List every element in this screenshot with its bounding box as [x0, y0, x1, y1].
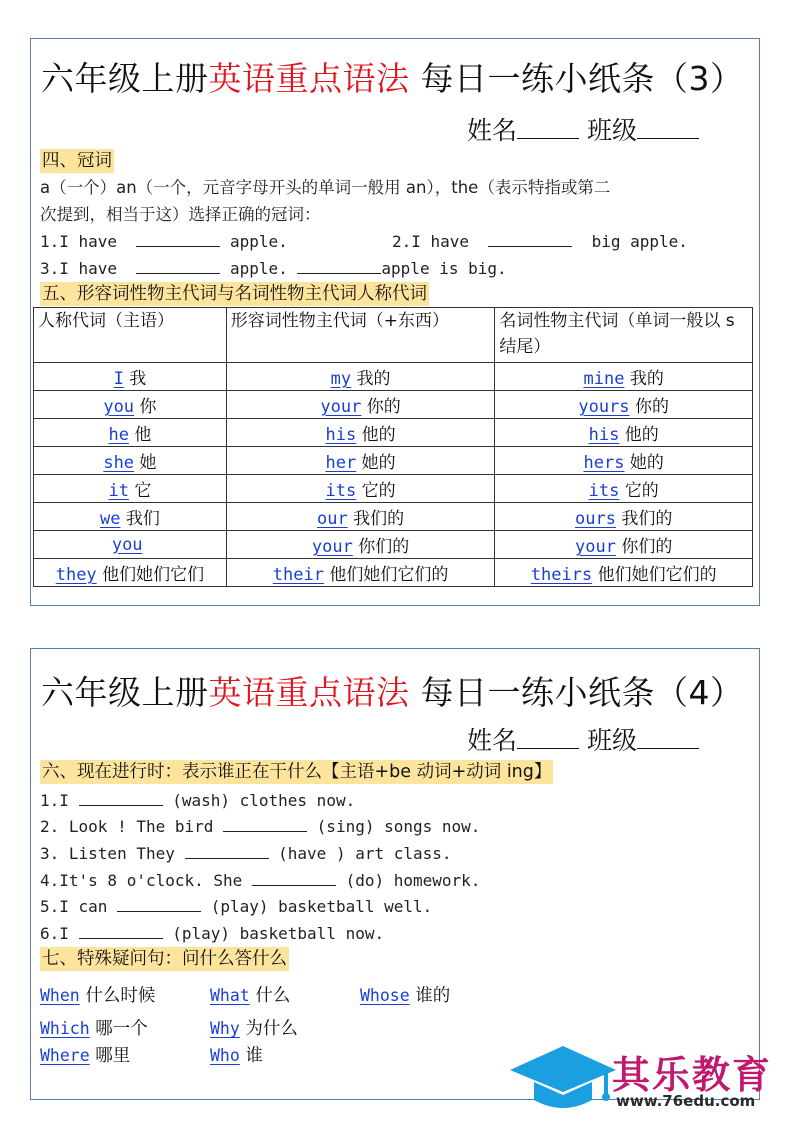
article-question-1 [40, 230, 288, 253]
watermark-logo [508, 1040, 793, 1115]
pronoun-english: we [99, 509, 121, 529]
question-word-chinese: 哪一个 [95, 1019, 148, 1039]
page-title [41, 667, 744, 714]
title-highlight: 英语重点语法 [208, 59, 410, 98]
pronoun-chinese: 我们的 [353, 509, 405, 529]
table-cell [495, 475, 753, 503]
graduation-cap-icon [508, 1040, 618, 1115]
answer-blank[interactable] [79, 922, 163, 939]
table-row [34, 363, 753, 391]
pronoun-english: its [588, 481, 620, 501]
question-suffix: (play) basketball now. [172, 924, 385, 943]
pronoun-chinese: 他们她们它们 [102, 565, 205, 585]
pronoun-english: my [330, 369, 352, 389]
question-word-chinese: 哪里 [95, 1046, 131, 1066]
pronoun-chinese: 她的 [629, 453, 664, 473]
class-blank[interactable] [637, 726, 699, 749]
pronoun-chinese: 它 [134, 481, 152, 501]
pronoun-english: your [311, 537, 353, 557]
pronoun-chinese: 他们她们它们的 [597, 565, 717, 585]
question-suffix: (do) homework. [345, 871, 481, 890]
table-row [34, 503, 753, 531]
question-word-chinese: 什么时候 [85, 986, 156, 1006]
title-suffix: 每日一练小纸条（3） [409, 59, 744, 98]
question-word-english: Where [40, 1046, 90, 1065]
question-prefix: 3. Listen They [40, 844, 175, 863]
question-word-english: Whose [360, 986, 410, 1005]
pronoun-english: mine [583, 369, 625, 389]
fill-blank-question [40, 815, 480, 838]
pronoun-chinese: 我们的 [621, 509, 673, 529]
pronoun-chinese: 她 [139, 453, 157, 473]
title-highlight: 英语重点语法 [208, 673, 410, 712]
page-title [41, 53, 744, 100]
pronoun-chinese: 他们她们它们的 [329, 565, 449, 585]
fill-blank-question [40, 922, 384, 945]
q3-after-2: apple is big. [381, 259, 507, 278]
question-word-english: When [40, 986, 80, 1005]
q3-blank-2[interactable] [297, 257, 381, 274]
table-cell [226, 391, 495, 419]
table-cell [34, 559, 227, 587]
pronoun-english: you [111, 534, 143, 555]
brand-url: www.76edu.com [616, 1092, 756, 1110]
question-prefix: 5.I can [40, 897, 108, 916]
question-word [210, 1042, 263, 1067]
q2-after: big apple. [591, 232, 688, 251]
pronoun-english: I [113, 369, 124, 389]
q3-after: apple. [229, 259, 288, 278]
table-cell [34, 503, 227, 531]
pronoun-chinese: 你们的 [621, 537, 673, 557]
pronoun-chinese: 你的 [634, 397, 669, 417]
question-word [40, 1042, 130, 1067]
answer-blank[interactable] [117, 895, 201, 912]
table-cell [495, 447, 753, 475]
question-prefix: 6.I [40, 924, 69, 943]
question-word [360, 982, 450, 1007]
pronoun-english: your [320, 397, 362, 417]
question-word-english: What [210, 986, 250, 1005]
table-cell [226, 419, 495, 447]
worksheet-card-3 [30, 38, 760, 606]
header-adjective-possessive: 形容词性物主代词（+东西） [226, 308, 495, 363]
header-noun-possessive: 名词性物主代词（单词一般以 s 结尾） [495, 308, 753, 363]
q2-blank[interactable] [488, 230, 572, 247]
answer-blank[interactable] [185, 842, 269, 859]
pronoun-chinese: 他 [134, 425, 152, 445]
pronoun-chinese: 我们 [125, 509, 160, 529]
question-prefix: 1.I [40, 791, 69, 810]
table-cell [495, 559, 753, 587]
pronoun-english: her [325, 453, 357, 473]
table-cell [226, 447, 495, 475]
question-suffix: (wash) clothes now. [172, 791, 356, 810]
table-cell [495, 391, 753, 419]
pronoun-english: they [55, 565, 97, 585]
pronoun-english: its [325, 481, 357, 501]
pronoun-english: he [108, 425, 129, 445]
table-cell [34, 419, 227, 447]
pronoun-english: his [588, 425, 620, 445]
section-heading-present-continuous: 六、现在进行时：表示谁正在干什么【主语+be 动词+动词 ing】 [42, 762, 552, 782]
question-prefix: 2. Look ! The bird [40, 817, 214, 836]
answer-blank[interactable] [79, 789, 163, 806]
pronoun-chinese: 我的 [356, 369, 391, 389]
pronoun-chinese: 它的 [624, 481, 659, 501]
table-row [34, 391, 753, 419]
pronoun-english: it [108, 481, 129, 501]
question-word [210, 982, 290, 1007]
q3-text: 3.I have [40, 259, 118, 278]
name-blank[interactable] [517, 116, 579, 139]
table-cell [34, 447, 227, 475]
pronoun-english: she [103, 453, 135, 473]
table-cell [34, 363, 227, 391]
answer-blank[interactable] [223, 815, 307, 832]
fill-blank-question [40, 895, 432, 918]
class-label: 班级 [586, 726, 637, 755]
table-row [34, 475, 753, 503]
question-word-english: Who [210, 1046, 240, 1065]
table-header-row [34, 308, 753, 363]
pronoun-table [33, 307, 753, 587]
pronoun-chinese: 你的 [366, 397, 401, 417]
table-cell [495, 503, 753, 531]
fill-blank-question [40, 869, 480, 892]
pronoun-english: ours [574, 509, 616, 529]
q3-blank-1[interactable] [136, 257, 220, 274]
article-question-2 [392, 230, 688, 253]
class-label: 班级 [586, 116, 637, 145]
pronoun-english: our [317, 509, 348, 529]
pronoun-english: his [325, 425, 357, 445]
name-class-row [467, 721, 699, 757]
pronoun-english: your [574, 537, 616, 557]
table-cell [495, 531, 753, 559]
pronoun-english: you [103, 397, 135, 417]
question-suffix: (play) basketball well. [210, 897, 433, 916]
question-word-chinese: 谁 [245, 1046, 263, 1066]
table-cell [226, 475, 495, 503]
title-prefix: 六年级上册 [41, 673, 209, 712]
pronoun-chinese: 你们的 [358, 537, 410, 557]
q1-blank[interactable] [136, 230, 220, 247]
question-suffix: (sing) songs now. [316, 817, 481, 836]
table-row [34, 447, 753, 475]
section-heading-wh-questions: 七、特殊疑问句：问什么答什么 [42, 949, 287, 969]
question-word [40, 1015, 148, 1040]
table-cell [34, 531, 227, 559]
pronoun-chinese: 我的 [629, 369, 664, 389]
table-cell [226, 531, 495, 559]
class-blank[interactable] [637, 116, 699, 139]
title-prefix: 六年级上册 [41, 59, 209, 98]
question-word-chinese: 为什么 [245, 1019, 298, 1039]
table-row [34, 419, 753, 447]
question-word-chinese: 谁的 [415, 986, 451, 1006]
question-suffix: (have ) art class. [278, 844, 452, 863]
q1-after: apple. [229, 232, 288, 251]
worksheet-card-4 [30, 648, 760, 1100]
pronoun-english: their [272, 565, 324, 585]
table-cell [34, 475, 227, 503]
table-cell [495, 419, 753, 447]
name-class-row [467, 111, 699, 147]
question-word [210, 1015, 298, 1040]
table-cell [226, 363, 495, 391]
fill-blank-question [40, 789, 355, 812]
articles-desc-2: 次提到，相当于这）选择正确的冠词： [40, 205, 321, 224]
article-question-3 [40, 257, 507, 280]
pronoun-english: hers [583, 453, 625, 473]
pronoun-chinese: 我 [129, 369, 147, 389]
question-word-chinese: 什么 [255, 986, 291, 1006]
question-word-english: Which [40, 1019, 90, 1038]
table-cell [226, 503, 495, 531]
pronoun-english: theirs [530, 565, 593, 585]
answer-blank[interactable] [252, 869, 336, 886]
title-suffix: 每日一练小纸条（4） [409, 673, 744, 712]
articles-desc-1: a（一个）an（一个，元音字母开头的单词一般用 an），the（表示特指或第二 [40, 178, 611, 197]
table-cell [34, 391, 227, 419]
name-label: 姓名 [467, 116, 518, 145]
name-blank[interactable] [517, 726, 579, 749]
q2-text: 2.I have [392, 232, 470, 251]
pronoun-english: yours [578, 397, 630, 417]
question-prefix: 4.It's 8 o'clock. She [40, 871, 243, 890]
section-heading-pronouns: 五、形容词性物主代词与名词性物主代词人称代词 [42, 284, 427, 304]
brand-name: 其乐教育 [612, 1053, 773, 1097]
table-row [34, 559, 753, 587]
fill-blank-question [40, 842, 452, 865]
pronoun-chinese: 他的 [624, 425, 659, 445]
name-label: 姓名 [467, 726, 518, 755]
table-cell [495, 363, 753, 391]
pronoun-chinese: 她的 [361, 453, 396, 473]
table-cell [226, 559, 495, 587]
pronoun-chinese: 你 [139, 397, 157, 417]
pronoun-chinese: 它的 [361, 481, 396, 501]
section-heading-articles: 四、冠词 [42, 151, 112, 171]
header-subject-pronoun: 人称代词（主语） [34, 308, 227, 363]
question-word [40, 982, 155, 1007]
table-row [34, 531, 753, 559]
question-word-english: Why [210, 1019, 240, 1038]
q1-text: 1.I have [40, 232, 118, 251]
pronoun-chinese: 他的 [361, 425, 396, 445]
